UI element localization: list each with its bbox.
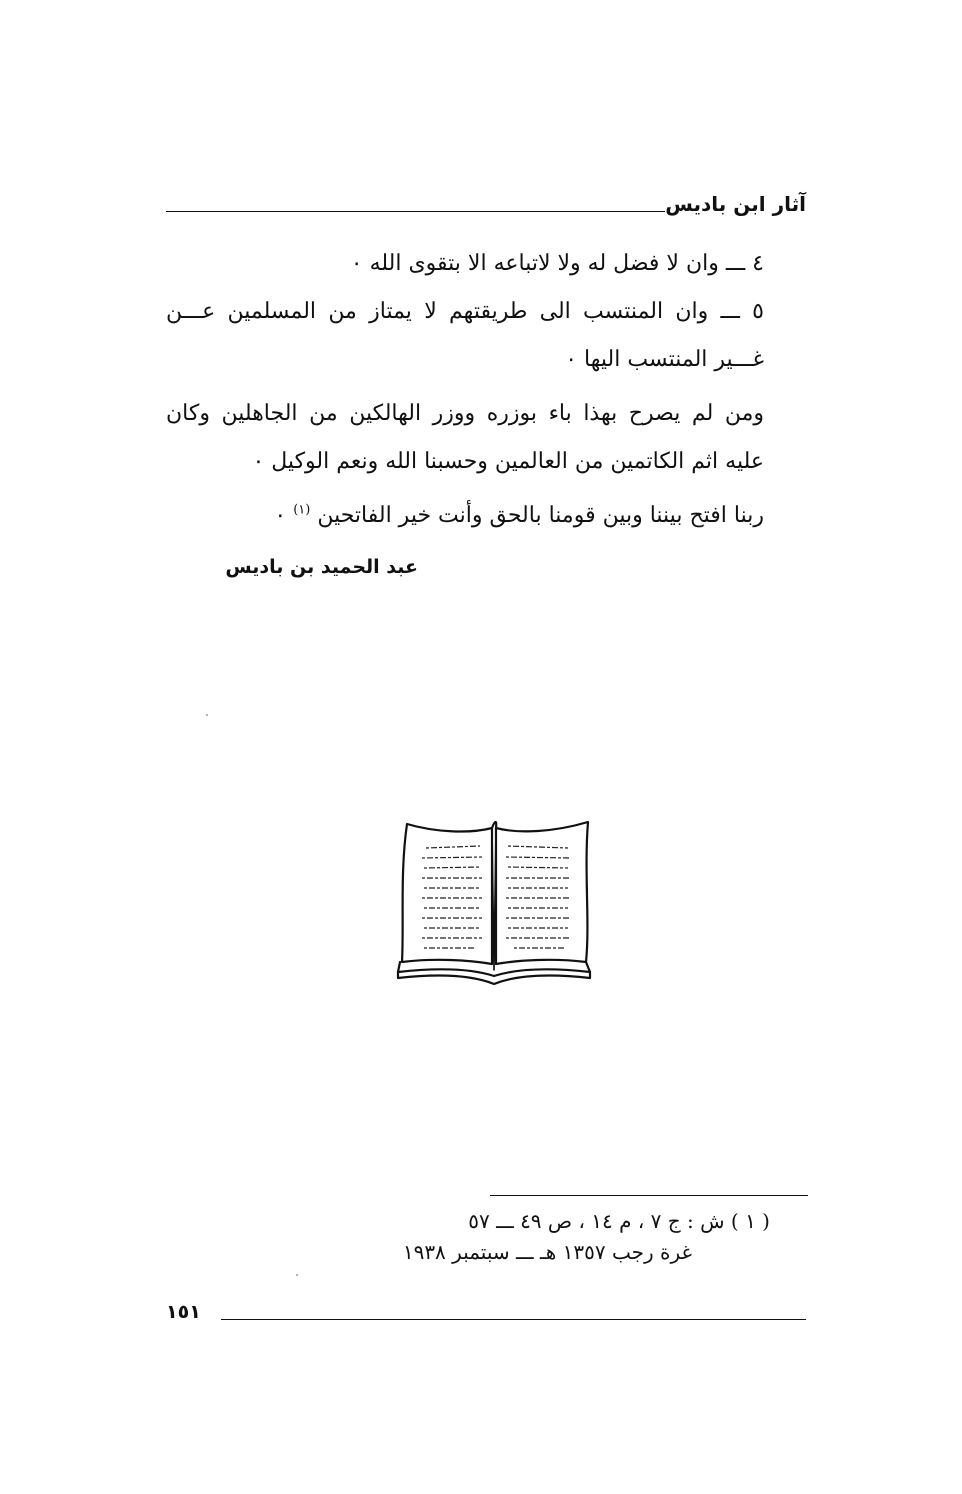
footnote-reference: (١): [293, 502, 311, 518]
footnote-line-1: ( ١ ) ش : ج ٧ ، م ١٤ ، ص ٤٩ ـــ ٥٧: [468, 1209, 770, 1233]
prayer-text: ربنا افتح بيننا وبين قومنا بالحق وأنت خير الفاتحين: [317, 503, 764, 528]
footer-rule: [221, 1319, 806, 1320]
paper-speck: [206, 714, 208, 716]
body-text: [166, 240, 806, 540]
prayer-end: ٠: [274, 503, 294, 528]
open-book-icon: [394, 812, 594, 992]
footnote-line-2: غرة رجب ١٣٥٧ هـ ـــ سبتمبر ١٩٣٨: [402, 1240, 692, 1264]
paper-speck: [296, 1274, 298, 1276]
running-header: [166, 186, 806, 216]
footnote-rule: [490, 1195, 808, 1196]
header-rule: [166, 211, 665, 212]
prayer-paragraph: [166, 492, 806, 540]
list-item-4: ٤ ـــ وان لا فضل له ولا لاتباعه الا بتقوى الله ٠: [350, 251, 764, 276]
footnote: [330, 1206, 770, 1268]
author-signature: عبد الحميد بن باديس: [225, 556, 418, 578]
list-item-5: ٥ ـــ وان المنتسب الى طريقتهم لا يمتاز من المسلمين عـــن غـــير المنتسب اليها ٠: [166, 299, 764, 372]
page-footer: [166, 1294, 806, 1324]
page-number: ١٥١: [166, 1301, 201, 1323]
body-paragraph: ومن لم يصرح بهذا باء بوزره ووزر الهالكين من الجاهلين وكان عليه اثم الكاتمين من العالمين وحسبنا الله ونعم الوكيل ٠: [166, 401, 764, 474]
running-header-title: آثار ابن باديس: [665, 192, 806, 216]
